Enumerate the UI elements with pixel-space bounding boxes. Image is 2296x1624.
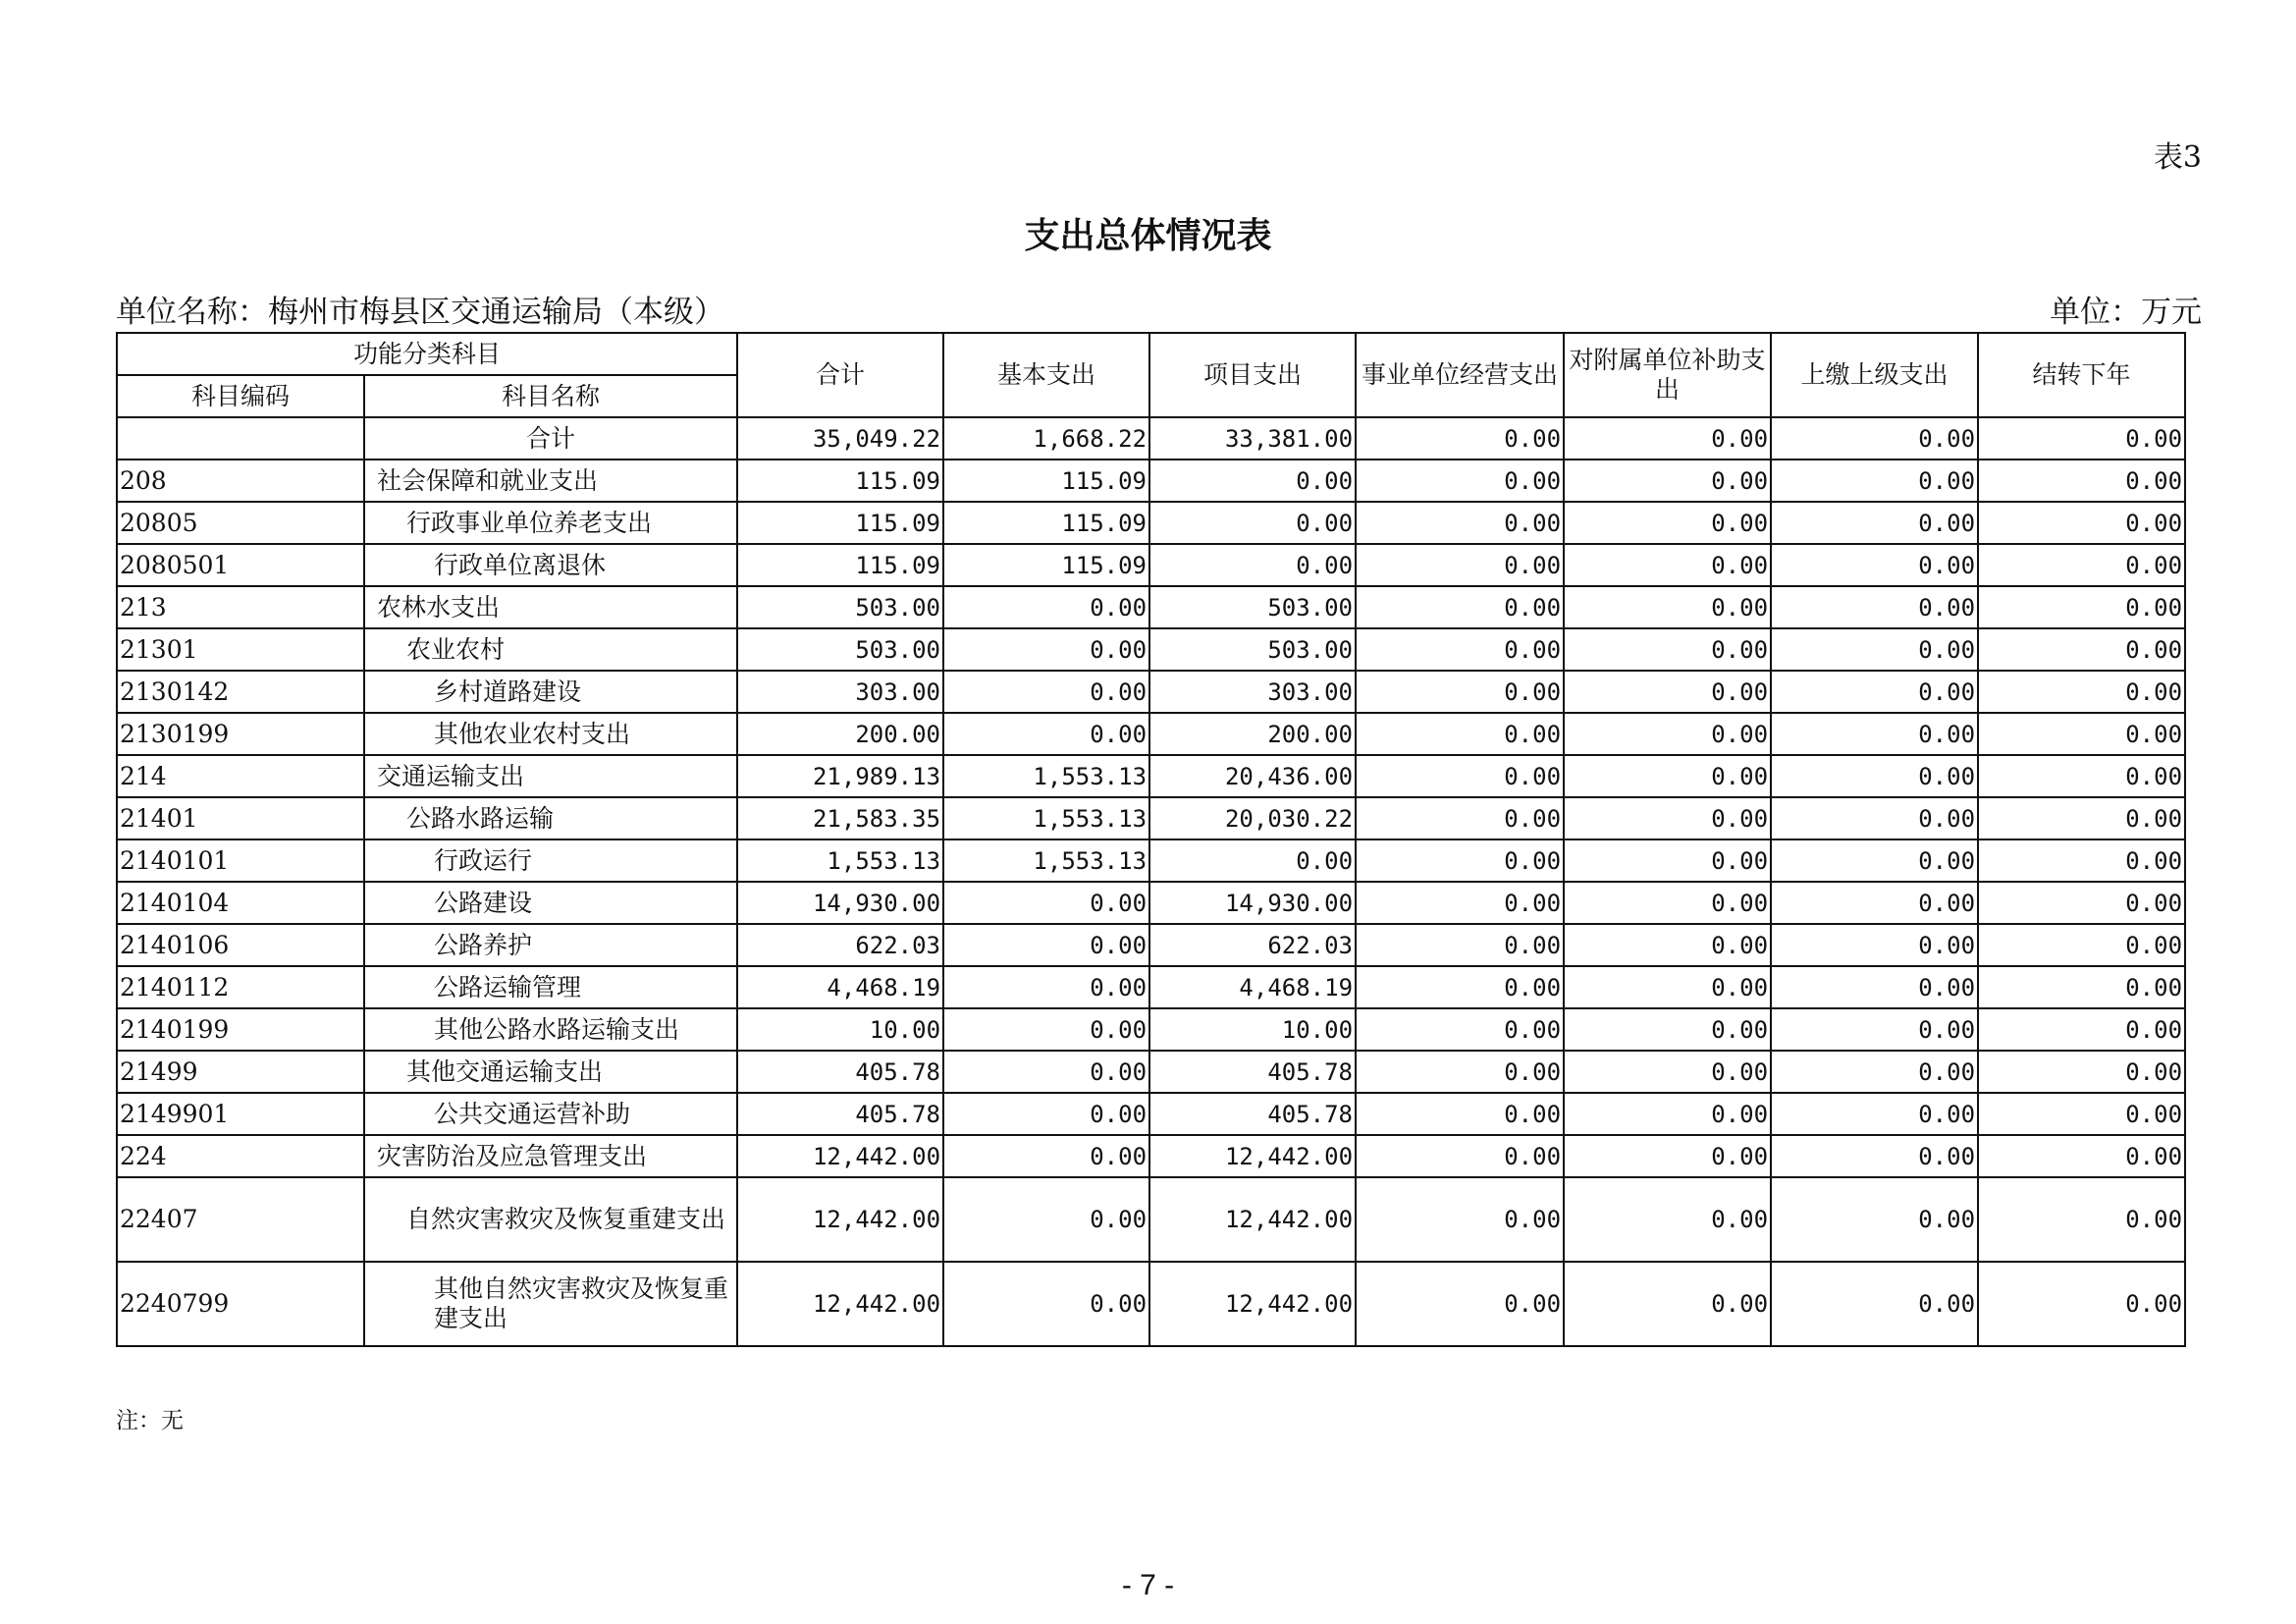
cell-project: 12,442.00: [1149, 1262, 1356, 1346]
cell-upper: 0.00: [1771, 966, 1978, 1008]
table-row: [117, 924, 2185, 966]
cell-upper: 0.00: [1771, 671, 1978, 713]
cell-code: 224: [117, 1135, 364, 1177]
cell-project: 200.00: [1149, 713, 1356, 755]
cell-code: 2130142: [117, 671, 364, 713]
unit-label: 单位：万元: [2050, 295, 2202, 330]
cell-name: 自然灾害救灾及恢复重建支出: [364, 1177, 737, 1262]
cell-carry: 0.00: [1978, 460, 2185, 502]
cell-code: 2240799: [117, 1262, 364, 1346]
cell-project: 503.00: [1149, 586, 1356, 628]
header-code: 科目编码: [117, 375, 364, 417]
cell-total: 115.09: [737, 544, 943, 586]
cell-project: 622.03: [1149, 924, 1356, 966]
table-row: [117, 1177, 2185, 1262]
table-row: [117, 755, 2185, 797]
cell-subsidy: 0.00: [1564, 713, 1771, 755]
cell-carry: 0.00: [1978, 417, 2185, 460]
cell-upper: 0.00: [1771, 839, 1978, 882]
cell-total: 12,442.00: [737, 1262, 943, 1346]
cell-carry: 0.00: [1978, 502, 2185, 544]
cell-carry: 0.00: [1978, 628, 2185, 671]
cell-business: 0.00: [1356, 502, 1564, 544]
cell-upper: 0.00: [1771, 502, 1978, 544]
cell-basic: 0.00: [943, 1135, 1149, 1177]
cell-carry: 0.00: [1978, 713, 2185, 755]
header-basic: 基本支出: [943, 333, 1149, 417]
header-upper: 上缴上级支出: [1771, 333, 1978, 417]
cell-code: 21401: [117, 797, 364, 839]
cell-basic: 115.09: [943, 460, 1149, 502]
cell-code: 213: [117, 586, 364, 628]
table-row: [117, 417, 2185, 460]
cell-upper: 0.00: [1771, 1051, 1978, 1093]
table-row: [117, 1262, 2185, 1346]
cell-basic: 1,668.22: [943, 417, 1149, 460]
cell-project: 12,442.00: [1149, 1177, 1356, 1262]
table-row: [117, 460, 2185, 502]
cell-subsidy: 0.00: [1564, 1051, 1771, 1093]
cell-name: 其他交通运输支出: [364, 1051, 737, 1093]
cell-total: 303.00: [737, 671, 943, 713]
cell-business: 0.00: [1356, 839, 1564, 882]
cell-basic: 0.00: [943, 713, 1149, 755]
cell-upper: 0.00: [1771, 1262, 1978, 1346]
cell-subsidy: 0.00: [1564, 460, 1771, 502]
cell-carry: 0.00: [1978, 586, 2185, 628]
table-body: [117, 417, 2185, 1346]
cell-total: 503.00: [737, 586, 943, 628]
cell-upper: 0.00: [1771, 1008, 1978, 1051]
cell-basic: 0.00: [943, 1177, 1149, 1262]
cell-project: 0.00: [1149, 839, 1356, 882]
cell-code: 2140101: [117, 839, 364, 882]
header-project: 项目支出: [1149, 333, 1356, 417]
cell-business: 0.00: [1356, 460, 1564, 502]
cell-upper: 0.00: [1771, 586, 1978, 628]
cell-basic: 0.00: [943, 1008, 1149, 1051]
cell-project: 20,436.00: [1149, 755, 1356, 797]
cell-code: 2140199: [117, 1008, 364, 1051]
cell-carry: 0.00: [1978, 1262, 2185, 1346]
cell-code: 2140104: [117, 882, 364, 924]
cell-project: 10.00: [1149, 1008, 1356, 1051]
cell-upper: 0.00: [1771, 713, 1978, 755]
cell-name: 合计: [364, 417, 737, 460]
cell-upper: 0.00: [1771, 797, 1978, 839]
cell-upper: 0.00: [1771, 628, 1978, 671]
cell-name: 其他公路水路运输支出: [364, 1008, 737, 1051]
cell-business: 0.00: [1356, 544, 1564, 586]
page-title: 支出总体情况表: [1024, 216, 1272, 256]
cell-code: 20805: [117, 502, 364, 544]
cell-name: 交通运输支出: [364, 755, 737, 797]
cell-code: [117, 417, 364, 460]
table-row: [117, 1093, 2185, 1135]
cell-basic: 0.00: [943, 882, 1149, 924]
cell-business: 0.00: [1356, 1093, 1564, 1135]
expenditure-table: [116, 332, 2186, 1347]
cell-basic: 0.00: [943, 1051, 1149, 1093]
cell-code: 2140112: [117, 966, 364, 1008]
table-row: [117, 839, 2185, 882]
cell-business: 0.00: [1356, 417, 1564, 460]
cell-carry: 0.00: [1978, 839, 2185, 882]
cell-subsidy: 0.00: [1564, 1093, 1771, 1135]
cell-subsidy: 0.00: [1564, 671, 1771, 713]
cell-total: 21,583.35: [737, 797, 943, 839]
cell-name: 农林水支出: [364, 586, 737, 628]
cell-project: 405.78: [1149, 1051, 1356, 1093]
table-row: [117, 1051, 2185, 1093]
cell-basic: 0.00: [943, 924, 1149, 966]
cell-carry: 0.00: [1978, 544, 2185, 586]
cell-basic: 0.00: [943, 586, 1149, 628]
cell-carry: 0.00: [1978, 755, 2185, 797]
table-row: [117, 797, 2185, 839]
cell-total: 21,989.13: [737, 755, 943, 797]
footnote: 注：无: [116, 1408, 184, 1434]
cell-upper: 0.00: [1771, 882, 1978, 924]
cell-project: 20,030.22: [1149, 797, 1356, 839]
cell-total: 115.09: [737, 460, 943, 502]
cell-basic: 0.00: [943, 628, 1149, 671]
unit-name: 单位名称：梅州市梅县区交通运输局（本级）: [116, 295, 724, 330]
cell-subsidy: 0.00: [1564, 417, 1771, 460]
cell-carry: 0.00: [1978, 1008, 2185, 1051]
cell-name: 其他农业农村支出: [364, 713, 737, 755]
table-row: [117, 1008, 2185, 1051]
cell-total: 4,468.19: [737, 966, 943, 1008]
cell-subsidy: 0.00: [1564, 502, 1771, 544]
cell-project: 4,468.19: [1149, 966, 1356, 1008]
cell-project: 33,381.00: [1149, 417, 1356, 460]
cell-business: 0.00: [1356, 671, 1564, 713]
cell-total: 405.78: [737, 1093, 943, 1135]
cell-business: 0.00: [1356, 1051, 1564, 1093]
header-function-group: 功能分类科目: [117, 333, 737, 375]
cell-carry: 0.00: [1978, 924, 2185, 966]
cell-subsidy: 0.00: [1564, 966, 1771, 1008]
cell-code: 2140106: [117, 924, 364, 966]
cell-business: 0.00: [1356, 755, 1564, 797]
table-row: [117, 882, 2185, 924]
table-row: [117, 544, 2185, 586]
cell-basic: 115.09: [943, 544, 1149, 586]
cell-name: 乡村道路建设: [364, 671, 737, 713]
cell-subsidy: 0.00: [1564, 1177, 1771, 1262]
cell-business: 0.00: [1356, 713, 1564, 755]
cell-subsidy: 0.00: [1564, 924, 1771, 966]
cell-carry: 0.00: [1978, 1135, 2185, 1177]
cell-total: 12,442.00: [737, 1135, 943, 1177]
cell-code: 208: [117, 460, 364, 502]
cell-total: 115.09: [737, 502, 943, 544]
cell-project: 12,442.00: [1149, 1135, 1356, 1177]
cell-upper: 0.00: [1771, 755, 1978, 797]
cell-subsidy: 0.00: [1564, 755, 1771, 797]
cell-basic: 115.09: [943, 502, 1149, 544]
table-number: 表3: [2153, 140, 2202, 175]
cell-carry: 0.00: [1978, 797, 2185, 839]
cell-total: 1,553.13: [737, 839, 943, 882]
cell-upper: 0.00: [1771, 1093, 1978, 1135]
cell-name: 农业农村: [364, 628, 737, 671]
cell-total: 14,930.00: [737, 882, 943, 924]
table-row: [117, 628, 2185, 671]
table-row: [117, 966, 2185, 1008]
table-row: [117, 586, 2185, 628]
cell-total: 503.00: [737, 628, 943, 671]
page-number: - 7 -: [1121, 1569, 1175, 1601]
cell-carry: 0.00: [1978, 1177, 2185, 1262]
cell-carry: 0.00: [1978, 671, 2185, 713]
cell-business: 0.00: [1356, 586, 1564, 628]
cell-code: 22407: [117, 1177, 364, 1262]
cell-subsidy: 0.00: [1564, 839, 1771, 882]
cell-project: 0.00: [1149, 502, 1356, 544]
cell-name: 其他自然灾害救灾及恢复重建支出: [364, 1262, 737, 1346]
cell-carry: 0.00: [1978, 966, 2185, 1008]
cell-basic: 1,553.13: [943, 797, 1149, 839]
cell-total: 12,442.00: [737, 1177, 943, 1262]
cell-subsidy: 0.00: [1564, 586, 1771, 628]
header-carry: 结转下年: [1978, 333, 2185, 417]
cell-total: 10.00: [737, 1008, 943, 1051]
cell-total: 35,049.22: [737, 417, 943, 460]
cell-business: 0.00: [1356, 1262, 1564, 1346]
header-name: 科目名称: [364, 375, 737, 417]
cell-business: 0.00: [1356, 1177, 1564, 1262]
cell-subsidy: 0.00: [1564, 797, 1771, 839]
cell-project: 303.00: [1149, 671, 1356, 713]
cell-upper: 0.00: [1771, 544, 1978, 586]
cell-upper: 0.00: [1771, 460, 1978, 502]
cell-code: 21499: [117, 1051, 364, 1093]
cell-project: 405.78: [1149, 1093, 1356, 1135]
cell-name: 公路养护: [364, 924, 737, 966]
cell-name: 社会保障和就业支出: [364, 460, 737, 502]
cell-basic: 0.00: [943, 966, 1149, 1008]
cell-basic: 0.00: [943, 671, 1149, 713]
cell-business: 0.00: [1356, 628, 1564, 671]
cell-subsidy: 0.00: [1564, 628, 1771, 671]
cell-carry: 0.00: [1978, 1051, 2185, 1093]
cell-carry: 0.00: [1978, 1093, 2185, 1135]
cell-upper: 0.00: [1771, 1177, 1978, 1262]
cell-name: 行政事业单位养老支出: [364, 502, 737, 544]
cell-total: 405.78: [737, 1051, 943, 1093]
cell-code: 2130199: [117, 713, 364, 755]
cell-business: 0.00: [1356, 797, 1564, 839]
header-business: 事业单位经营支出: [1356, 333, 1564, 417]
cell-name: 行政运行: [364, 839, 737, 882]
cell-business: 0.00: [1356, 966, 1564, 1008]
cell-business: 0.00: [1356, 1135, 1564, 1177]
cell-basic: 0.00: [943, 1262, 1149, 1346]
header-total: 合计: [737, 333, 943, 417]
table-row: [117, 502, 2185, 544]
cell-name: 公共交通运营补助: [364, 1093, 737, 1135]
cell-business: 0.00: [1356, 882, 1564, 924]
cell-subsidy: 0.00: [1564, 1135, 1771, 1177]
cell-upper: 0.00: [1771, 924, 1978, 966]
cell-code: 21301: [117, 628, 364, 671]
cell-basic: 1,553.13: [943, 755, 1149, 797]
cell-total: 200.00: [737, 713, 943, 755]
cell-name: 行政单位离退休: [364, 544, 737, 586]
cell-name: 公路建设: [364, 882, 737, 924]
cell-name: 公路运输管理: [364, 966, 737, 1008]
cell-upper: 0.00: [1771, 417, 1978, 460]
cell-code: 214: [117, 755, 364, 797]
cell-total: 622.03: [737, 924, 943, 966]
cell-name: 灾害防治及应急管理支出: [364, 1135, 737, 1177]
table-row: [117, 713, 2185, 755]
cell-subsidy: 0.00: [1564, 1262, 1771, 1346]
cell-subsidy: 0.00: [1564, 1008, 1771, 1051]
cell-code: 2080501: [117, 544, 364, 586]
cell-project: 503.00: [1149, 628, 1356, 671]
cell-project: 14,930.00: [1149, 882, 1356, 924]
cell-project: 0.00: [1149, 544, 1356, 586]
cell-upper: 0.00: [1771, 1135, 1978, 1177]
table-row: [117, 1135, 2185, 1177]
cell-subsidy: 0.00: [1564, 882, 1771, 924]
cell-subsidy: 0.00: [1564, 544, 1771, 586]
cell-project: 0.00: [1149, 460, 1356, 502]
cell-basic: 0.00: [943, 1093, 1149, 1135]
header-subsidy: 对附属单位补助支出: [1564, 333, 1771, 417]
cell-name: 公路水路运输: [364, 797, 737, 839]
table-row: [117, 671, 2185, 713]
cell-carry: 0.00: [1978, 882, 2185, 924]
cell-code: 2149901: [117, 1093, 364, 1135]
cell-business: 0.00: [1356, 1008, 1564, 1051]
cell-business: 0.00: [1356, 924, 1564, 966]
cell-basic: 1,553.13: [943, 839, 1149, 882]
